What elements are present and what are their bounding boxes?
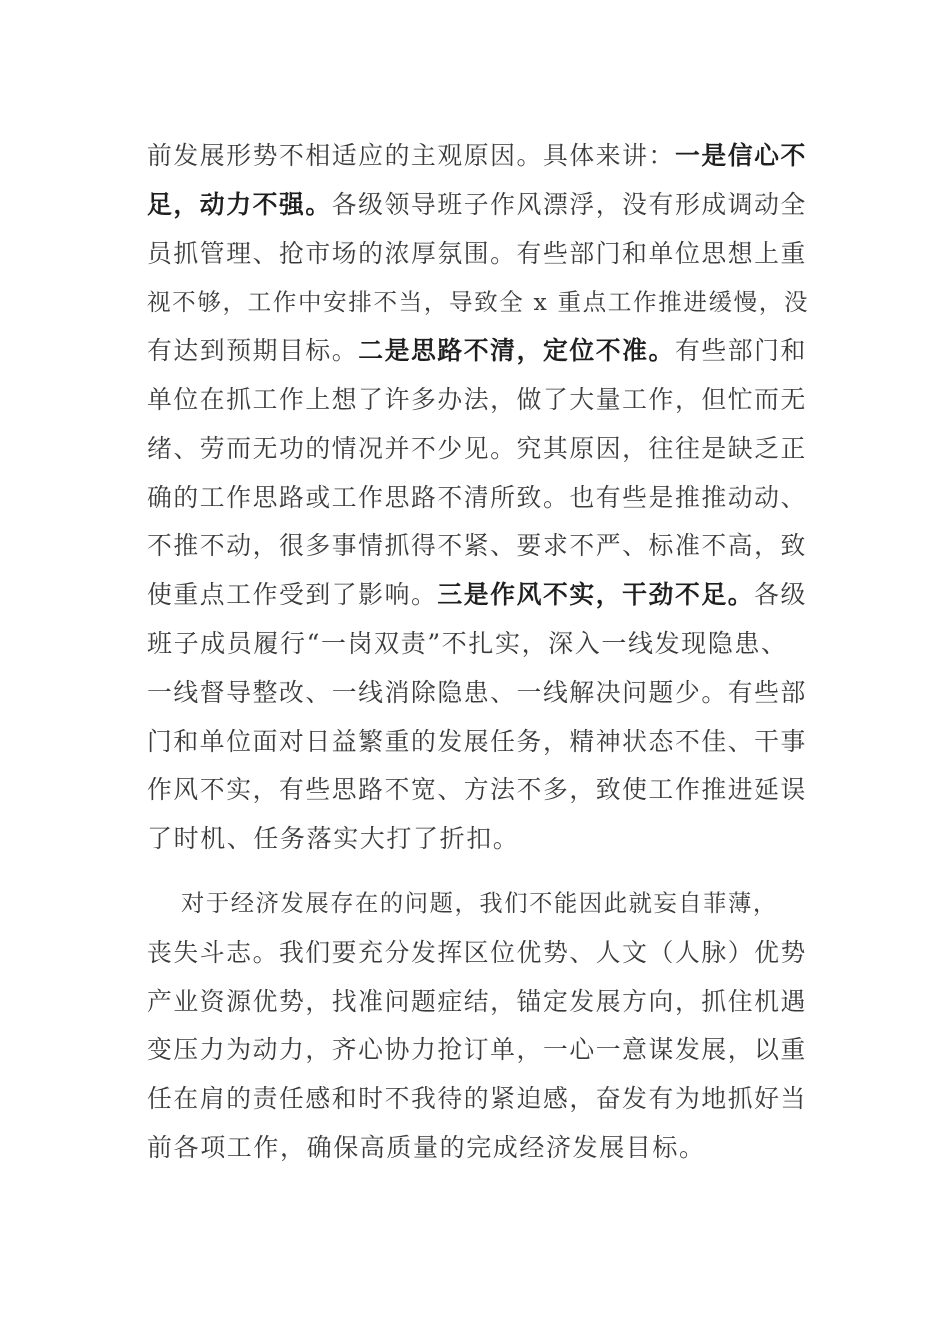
text-line: [147, 620, 807, 669]
text-line: [147, 571, 807, 620]
body-text: 变压力为动力，齐心协力抢订单，一心一意谋发展，以重: [147, 1035, 807, 1065]
body-text: 产业资源优势，找准问题症结，锚定发展方向，抓住机遇: [147, 986, 807, 1016]
text-line: [147, 815, 807, 864]
text-line: [147, 327, 807, 376]
text-line: [147, 669, 807, 718]
body-text: 绪、劳而无功的情况并不少见。究其原因，往往是缺乏正: [147, 433, 807, 463]
body-text: 任在肩的责任感和时不我待的紧迫感，奋发有为地抓好当: [147, 1084, 807, 1114]
body-text: 一线督导整改、一线消除隐患、一线解决问题少。有些部: [147, 677, 807, 707]
body-text: 各级: [754, 580, 807, 610]
text-line: [147, 718, 807, 767]
body-text: 门和单位面对日益繁重的发展任务，精神状态不佳、干事: [147, 726, 807, 756]
text-line: [147, 766, 807, 815]
paragraph-1: [147, 132, 810, 864]
paragraph-2: [147, 880, 807, 1173]
body-text: 丧失斗志。我们要充分发挥区位优势、人文（人脉）优势: [147, 937, 807, 967]
text-line: [147, 425, 807, 474]
body-text: 单位在抓工作上想了许多办法，做了大量工作，但忙而无: [147, 384, 807, 414]
body-text: 确的工作思路或工作思路不清所致。也有些是推推动动、: [147, 482, 807, 512]
text-line: [147, 1026, 807, 1075]
body-text: 前发展形势不相适应的主观原因。具体来讲：: [147, 141, 675, 170]
emphasis-text: 一是信心不: [674, 141, 807, 170]
body-text: 视不够，工作中安排不当，导致全 x 重点工作推进缓慢，没: [147, 288, 810, 317]
body-text: 使重点工作受到了影响。: [147, 580, 438, 610]
body-text: 作风不实，有些思路不宽、方法不多，致使工作推进延误: [147, 775, 807, 805]
emphasis-text: 二是思路不清，定位不准。: [358, 336, 675, 366]
body-text: 有达到预期目标。: [147, 336, 359, 366]
text-line: [147, 929, 807, 978]
text-line: [147, 278, 810, 327]
body-text: 班子成员履行“一岗双责”不扎实，深入一线发现隐患、: [147, 628, 788, 658]
body-text: 有些部门和: [674, 336, 807, 366]
text-line: [147, 132, 807, 181]
text-line: [147, 880, 807, 929]
text-line: [147, 1075, 807, 1124]
body-text: 了时机、任务落实大打了折扣。: [147, 824, 520, 854]
body-text: 前各项工作，确保高质量的完成经济发展目标。: [147, 1132, 706, 1162]
text-line: [147, 474, 807, 523]
text-line: [147, 522, 807, 571]
body-text: 员抓管理、抢市场的浓厚氛围。有些部门和单位思想上重: [147, 238, 807, 268]
text-line: [147, 978, 807, 1027]
body-text: 对于经济发展存在的问题，我们不能因此就妄自菲薄，: [181, 890, 778, 917]
body-text: 不推不动，很多事情抓得不紧、要求不严、标准不高，致: [147, 531, 807, 561]
emphasis-text: 足，动力不强。: [147, 189, 332, 219]
text-line: [147, 181, 807, 230]
emphasis-text: 三是作风不实，干劲不足。: [437, 580, 755, 610]
body-text: 各级领导班子作风漂浮，没有形成调动全: [331, 189, 807, 219]
text-line: [147, 230, 807, 279]
text-line: [147, 1124, 807, 1173]
text-line: [147, 376, 807, 425]
